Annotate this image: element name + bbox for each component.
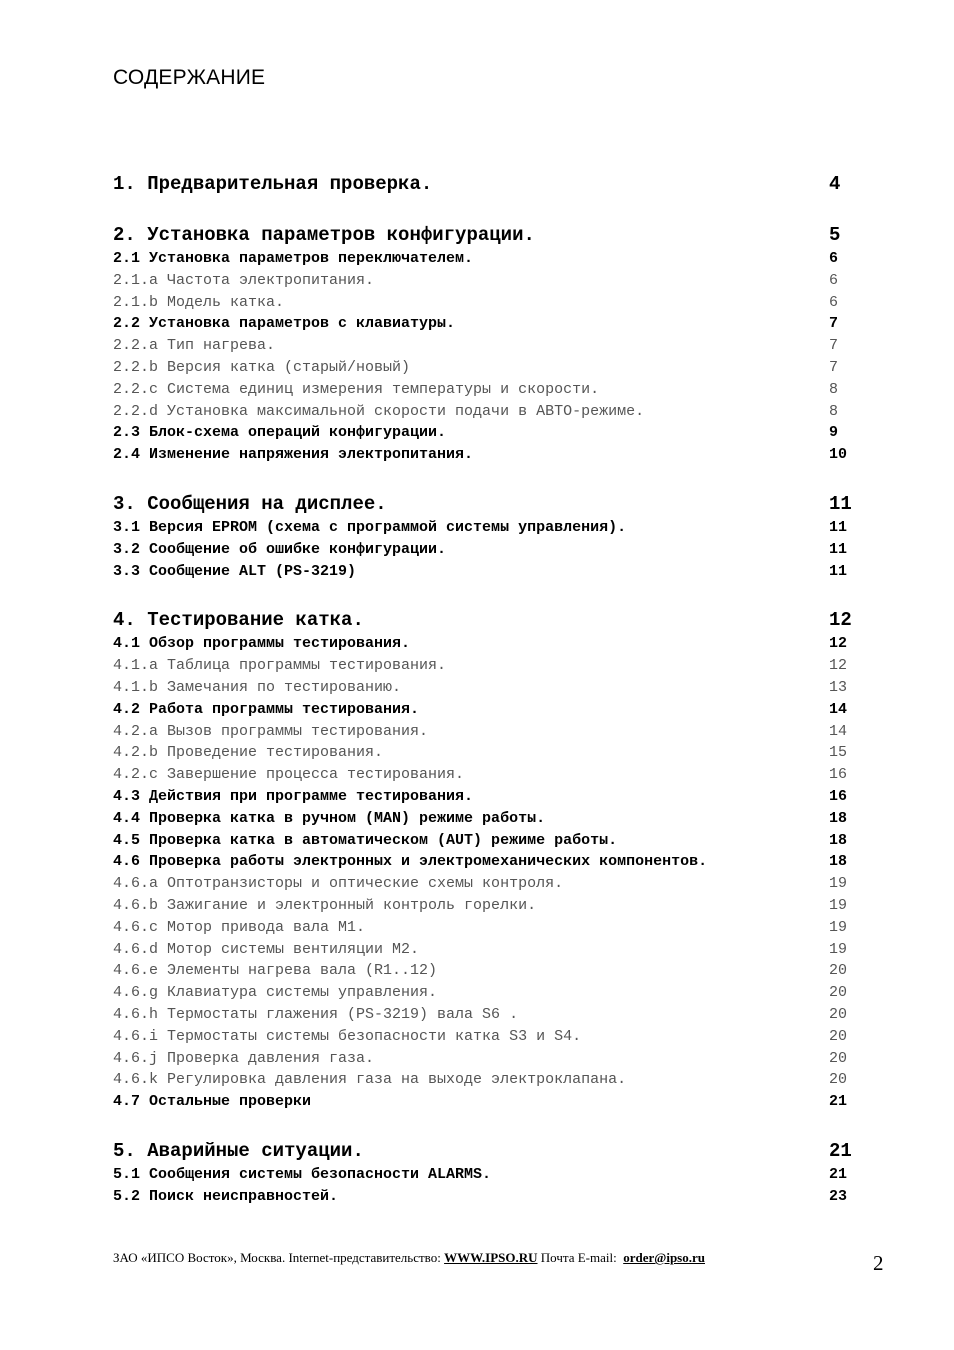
toc-entry-title: 2.1.a Частота электропитания. xyxy=(113,271,375,289)
toc-entry-page: 21 xyxy=(829,1165,848,1183)
toc-entry-section[interactable] xyxy=(113,851,853,873)
toc-entry-page: 23 xyxy=(829,1187,848,1205)
toc-entry-section[interactable] xyxy=(113,786,853,808)
toc-entry-page: 19 xyxy=(829,875,848,893)
toc-entry-title: 4.6.a Оптотранзисторы и оптические схемы контроля. xyxy=(113,875,564,893)
toc-entry-section[interactable] xyxy=(113,444,853,466)
toc-entry-page: 19 xyxy=(829,940,848,958)
toc-entry-sub[interactable] xyxy=(113,1026,853,1048)
toc-entry-page: 10 xyxy=(829,446,848,464)
toc-entry-sub[interactable] xyxy=(113,379,853,401)
toc-entry-sub[interactable] xyxy=(113,721,853,743)
toc-entry-title: 2.2.a Тип нагрева. xyxy=(113,337,276,355)
toc-entry-page: 12 xyxy=(829,635,848,653)
toc-entry-page: 20 xyxy=(829,1071,848,1089)
page-number: 2 xyxy=(873,1251,884,1275)
toc-entry-page: 21 xyxy=(829,1093,848,1111)
toc-entry-section[interactable] xyxy=(113,561,853,583)
toc-entry-page: 20 xyxy=(829,962,848,980)
toc-entry-title: 4.6.h Термостаты глажения (PS-3219) вала S6 . xyxy=(113,1005,519,1023)
toc-entry-page: 6 xyxy=(829,271,839,289)
toc-entry-sub[interactable] xyxy=(113,1048,853,1070)
toc-entry-title: 2.1 Установка параметров переключателем. xyxy=(113,250,474,267)
toc-entry-title: 4.6.e Элементы нагрева вала (R1..12) xyxy=(113,962,438,980)
toc-entry-title: 4.6 Проверка работы электронных и электромеханических компонентов. xyxy=(113,853,708,871)
toc-entry-section[interactable] xyxy=(113,699,853,721)
toc-entry-page: 6 xyxy=(829,250,839,267)
toc-entry-title: 5.1 Сообщения системы безопасности ALARMS. xyxy=(113,1165,492,1183)
toc-entry-title: 3.3 Сообщение ALT (PS-3219) xyxy=(113,562,357,580)
toc-entry-section[interactable] xyxy=(113,808,853,830)
toc-entry-page: 11 xyxy=(829,518,848,536)
toc-entry-title: 2.2 Установка параметров с клавиатуры. xyxy=(113,315,456,333)
toc-entry-title: 4.2.c Завершение процесса тестирования. xyxy=(113,766,465,784)
toc-entry-section[interactable] xyxy=(113,539,853,561)
toc-entry-page: 5 xyxy=(829,224,841,246)
toc-entry-section[interactable] xyxy=(113,1164,853,1186)
toc-entry-sub[interactable] xyxy=(113,270,853,292)
toc-entry-page: 8 xyxy=(829,402,839,420)
page-footer xyxy=(113,1250,705,1266)
toc-entry-page: 20 xyxy=(829,984,848,1002)
toc-entry-sub[interactable] xyxy=(113,1069,853,1091)
toc-entry-page: 18 xyxy=(829,809,848,827)
toc-entry-title: 4.6.c Мотор привода вала M1. xyxy=(113,918,366,936)
toc-entry-page: 19 xyxy=(829,918,848,936)
toc-entry-page: 7 xyxy=(829,337,839,355)
toc-entry-title: 4.6.k Регулировка давления газа на выходе электроклапана. xyxy=(113,1071,627,1089)
toc-entry-sub[interactable] xyxy=(113,1004,853,1026)
toc-entry-page: 8 xyxy=(829,380,839,398)
toc-entry-title: 4.4 Проверка катка в ручном (MAN) режиме работы. xyxy=(113,809,546,827)
toc-entry-section[interactable] xyxy=(113,1186,853,1208)
toc-entry-sub[interactable] xyxy=(113,917,853,939)
toc-entry-section[interactable] xyxy=(113,1091,853,1113)
toc-entry-page: 16 xyxy=(829,766,848,784)
toc-entry-title: 4.1.a Таблица программы тестирования. xyxy=(113,657,447,675)
toc-entry-title: 1. Предварительная проверка. xyxy=(113,173,433,195)
toc-entry-title: 3. Сообщения на дисплее. xyxy=(113,492,387,515)
toc-entry-page: 11 xyxy=(829,562,848,580)
toc-entry-section[interactable] xyxy=(113,422,853,444)
toc-entry-title: 2.1.b Модель катка. xyxy=(113,293,285,311)
toc-entry-title: 2.2.b Версия катка (старый/новый) xyxy=(113,358,411,376)
toc-entry-sub[interactable] xyxy=(113,895,853,917)
toc-entry-page: 12 xyxy=(829,657,848,675)
toc-entry-sub[interactable] xyxy=(113,939,853,961)
toc-entry-page: 6 xyxy=(829,293,839,311)
toc-entry-title: 3.1 Версия EPROM (схема с программой системы управления). xyxy=(113,518,627,536)
toc-entry-title: 4.2.b Проведение тестирования. xyxy=(113,744,384,762)
toc-entry-section[interactable] xyxy=(113,517,853,539)
toc-entry-page: 18 xyxy=(829,853,848,871)
footer-website-link[interactable]: WWW.IPSO.RU xyxy=(444,1250,538,1265)
toc-entry-sub[interactable] xyxy=(113,655,853,677)
toc-entry-chapter[interactable] xyxy=(113,607,853,633)
toc-entry-page: 15 xyxy=(829,744,848,762)
toc-entry-title: 4.6.i Термостаты системы безопасности катка S3 и S4. xyxy=(113,1027,582,1045)
toc-entry-chapter[interactable] xyxy=(113,491,853,517)
toc-entry-title: 4.6.g Клавиатура системы управления. xyxy=(113,984,438,1002)
toc-entry-title: 5.2 Поиск неисправностей. xyxy=(113,1187,339,1205)
toc-entry-title: 4.2 Работа программы тестирования. xyxy=(113,700,420,718)
toc-entry-page: 21 xyxy=(829,1139,852,1162)
toc-entry-page: 11 xyxy=(829,540,848,558)
toc-entry-title: 4.2.a Вызов программы тестирования. xyxy=(113,722,429,740)
toc-entry-page: 19 xyxy=(829,896,848,914)
toc-entry-section[interactable] xyxy=(113,248,853,270)
toc-entry-page: 12 xyxy=(829,609,852,632)
toc-entry-page: 14 xyxy=(829,722,848,740)
toc-entry-section[interactable] xyxy=(113,313,853,335)
toc-entry-page: 20 xyxy=(829,1049,848,1067)
toc-entry-title: 3.2 Сообщение об ошибке конфигурации. xyxy=(113,540,447,558)
toc-entry-sub[interactable] xyxy=(113,292,853,314)
toc-entry-title: 4.5 Проверка катка в автоматическом (AUT) режиме работы. xyxy=(113,831,618,849)
toc-entry-title: 4. Тестирование катка. xyxy=(113,609,364,632)
toc-entry-page: 4 xyxy=(829,173,841,195)
toc-entry-title: 4.1 Обзор программы тестирования. xyxy=(113,635,411,653)
footer-mail-label: Почта E-mail: xyxy=(537,1250,620,1265)
toc-entry-sub[interactable] xyxy=(113,873,853,895)
toc-entry-page: 20 xyxy=(829,1005,848,1023)
toc-entry-title: 4.7 Остальные проверки xyxy=(113,1093,312,1111)
toc-entry-sub[interactable] xyxy=(113,677,853,699)
footer-company: ЗАО «ИПСО Восток», Москва. Internet-представительство: xyxy=(113,1250,445,1265)
toc-entry-title: 4.6.j Проверка давления газа. xyxy=(113,1049,375,1067)
toc-entry-sub[interactable] xyxy=(113,357,853,379)
toc-entry-section[interactable] xyxy=(113,633,853,655)
page-heading: СОДЕРЖАНИЕ xyxy=(113,66,266,89)
toc-entry-page: 9 xyxy=(829,424,839,442)
toc-entry-page: 7 xyxy=(829,358,839,376)
toc-entry-title: 2.3 Блок-схема операций конфигурации. xyxy=(113,424,447,442)
toc-entry-sub[interactable] xyxy=(113,982,853,1004)
toc-entry-title: 5. Аварийные ситуации. xyxy=(113,1139,364,1162)
toc-entry-page: 16 xyxy=(829,787,848,805)
toc-entry-sub[interactable] xyxy=(113,960,853,982)
toc-entry-chapter[interactable] xyxy=(113,171,853,197)
toc-entry-page: 14 xyxy=(829,700,848,718)
toc-entry-sub[interactable] xyxy=(113,335,853,357)
toc-entry-sub[interactable] xyxy=(113,764,853,786)
toc-entry-page: 11 xyxy=(829,492,852,515)
toc-entry-page: 13 xyxy=(829,678,848,696)
toc-entry-title: 2.2.c Система единиц измерения температуры и скорости. xyxy=(113,380,600,398)
footer-email-link[interactable]: order@ipso.ru xyxy=(623,1250,705,1265)
table-of-contents xyxy=(113,171,853,1207)
toc-entry-page: 18 xyxy=(829,831,848,849)
toc-entry-section[interactable] xyxy=(113,830,853,852)
toc-entry-title: 4.6.d Мотор системы вентиляции M2. xyxy=(113,940,420,958)
toc-entry-title: 2.2.d Установка максимальной скорости подачи в АВТО-режиме. xyxy=(113,402,645,420)
toc-entry-sub[interactable] xyxy=(113,401,853,423)
toc-entry-title: 2.4 Изменение напряжения электропитания. xyxy=(113,446,474,464)
toc-entry-page: 7 xyxy=(829,315,839,333)
toc-entry-sub[interactable] xyxy=(113,742,853,764)
toc-entry-page: 20 xyxy=(829,1027,848,1045)
toc-entry-title: 4.1.b Замечания по тестированию. xyxy=(113,678,402,696)
toc-entry-title: 4.3 Действия при программе тестирования. xyxy=(113,787,474,805)
toc-entry-title: 2. Установка параметров конфигурации. xyxy=(113,224,535,246)
toc-entry-title: 4.6.b Зажигание и электронный контроль горелки. xyxy=(113,896,537,914)
toc-entry-chapter[interactable] xyxy=(113,222,853,248)
toc-entry-chapter[interactable] xyxy=(113,1138,853,1164)
